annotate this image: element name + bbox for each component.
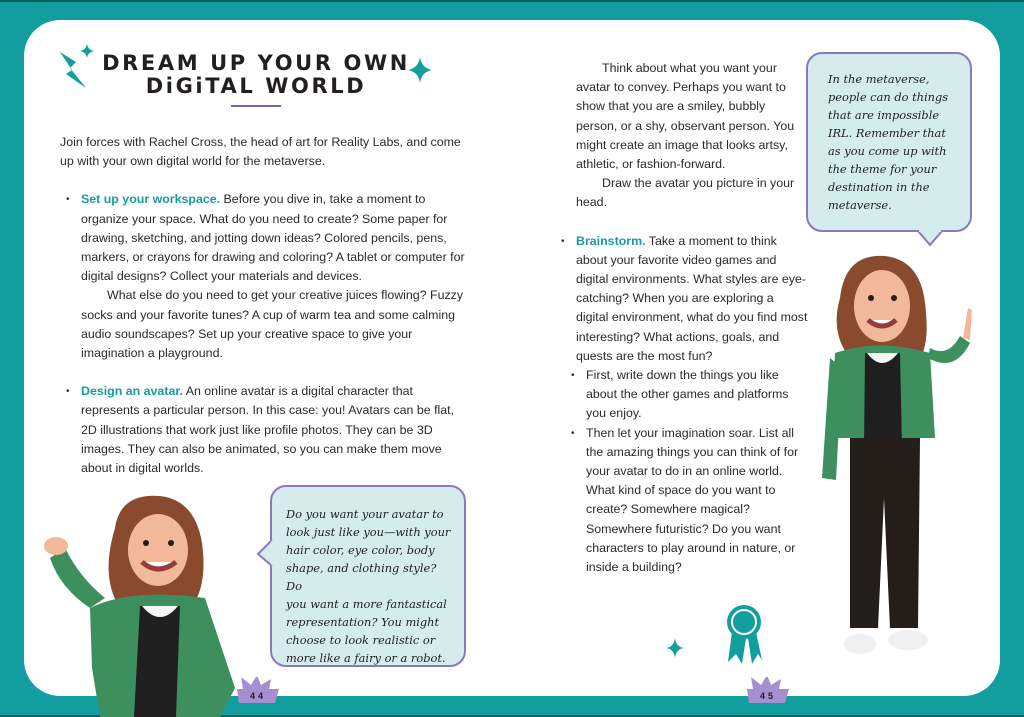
bubble-line: the theme for your [828,162,937,176]
bubble-line: In the metaverse, [828,72,930,86]
bubble-tail-right [918,229,942,247]
avatar-illustration-right [820,248,985,668]
title-line-2: DiGiTAL WORLD [145,74,367,98]
speech-bubble-right [806,52,972,232]
section-text: An online avatar is a digital character that represents a particular person. In this case: you! Avatars can be flat, 2D illustrations that work just like profile photos. They can be 3D images. They can also be animated, so you can make them move about in digital worlds. [81,384,455,476]
bubble-line: metaverse. [828,198,892,212]
page-number-left: 44 [249,691,266,701]
page-number-right: 45 [759,691,776,701]
left-page-body [60,133,468,478]
avatar-illustration-left [30,488,255,717]
bubble-line: hair color, eye color, body [286,543,435,557]
bubble-line: that are impossible [828,108,940,122]
intro-paragraph: Join forces with Rachel Cross, the head of art for Reality Labs, and come up with your own digital world for the metaverse. [60,135,461,169]
section-lead: Brainstorm. [576,233,646,248]
section-lead: Set up your workspace. [81,192,221,207]
section-workspace [60,190,468,363]
section-paragraph: What else do you need to get your creative juices flowing? Fuzzy socks and your favorite tunes? A cup of warm tea and some calming audio soundscapes? Set up your creative space to give your imagination a playground. [81,288,464,361]
bubble-line: choose to look realistic or [286,633,436,647]
bubble-tail-left [256,540,274,566]
title-underline [231,105,281,107]
avatar-convey-paragraph: Think about what you want your avatar to convey. Perhaps you want to show that you are a smiley, bubbly person, or a shy, observant person. You might create an image that looks artsy, athletic, or fashion-forward. [576,61,795,172]
speech-bubble-left [270,485,466,667]
bubble-line: destination in the [828,180,930,194]
section-text: Before you dive in, take a moment to organize your space. What do you need to create? Some paper for drawing, sketching, and jotting down ideas? Colored pencils, pens, markers, or crayons for drawing and coloring? A tablet or computer for digital designs? Collect your materials and devices. [81,192,465,284]
page-title [100,52,412,98]
sparkle-icon [666,638,684,658]
bubble-line: representation? You might [286,615,440,629]
sub-bullet-item: • First, write down the things you like about the other games and platforms you enjoy. [555,366,808,424]
sparkle-icon [80,44,94,58]
bubble-line: more like a fairy or a robot. [286,651,446,665]
title-line-1: DREAM UP YOUR OWN [102,51,410,75]
section-brainstorm [555,232,808,578]
bubble-line: shape, and clothing style? Do [286,561,437,593]
award-ribbon-icon [724,604,764,666]
bubble-line: people can do things [828,90,949,104]
bubble-line: as you come up with [828,144,947,158]
bubble-line: look just like you—with your [286,525,451,539]
right-page-body [576,59,808,577]
section-text: Take a moment to think about your favorite video games and digital environments. What styles are eye-catching? When you are exploring a digital environment, what do you find most interesting? What actions, goals, and quests are the most fun? [576,233,808,363]
bubble-line: IRL. Remember that [828,126,946,140]
sub-bullet-item: • Then let your imagination soar. List all the amazing things you can think of for your avatar to do in an online world. What kind of space do you want to create? Somewhere magical? Somewhere futuristic? Do you want characters to play around in nature, or inside a building? [555,424,808,578]
frame-top-edge [0,0,1024,2]
section-avatar [60,382,468,478]
bubble-line: you want a more fantastical [286,597,447,611]
bubble-line: Do you want your avatar to [286,507,444,521]
draw-avatar-paragraph: Draw the avatar you picture in your head. [576,176,795,210]
section-lead: Design an avatar. [81,384,183,399]
